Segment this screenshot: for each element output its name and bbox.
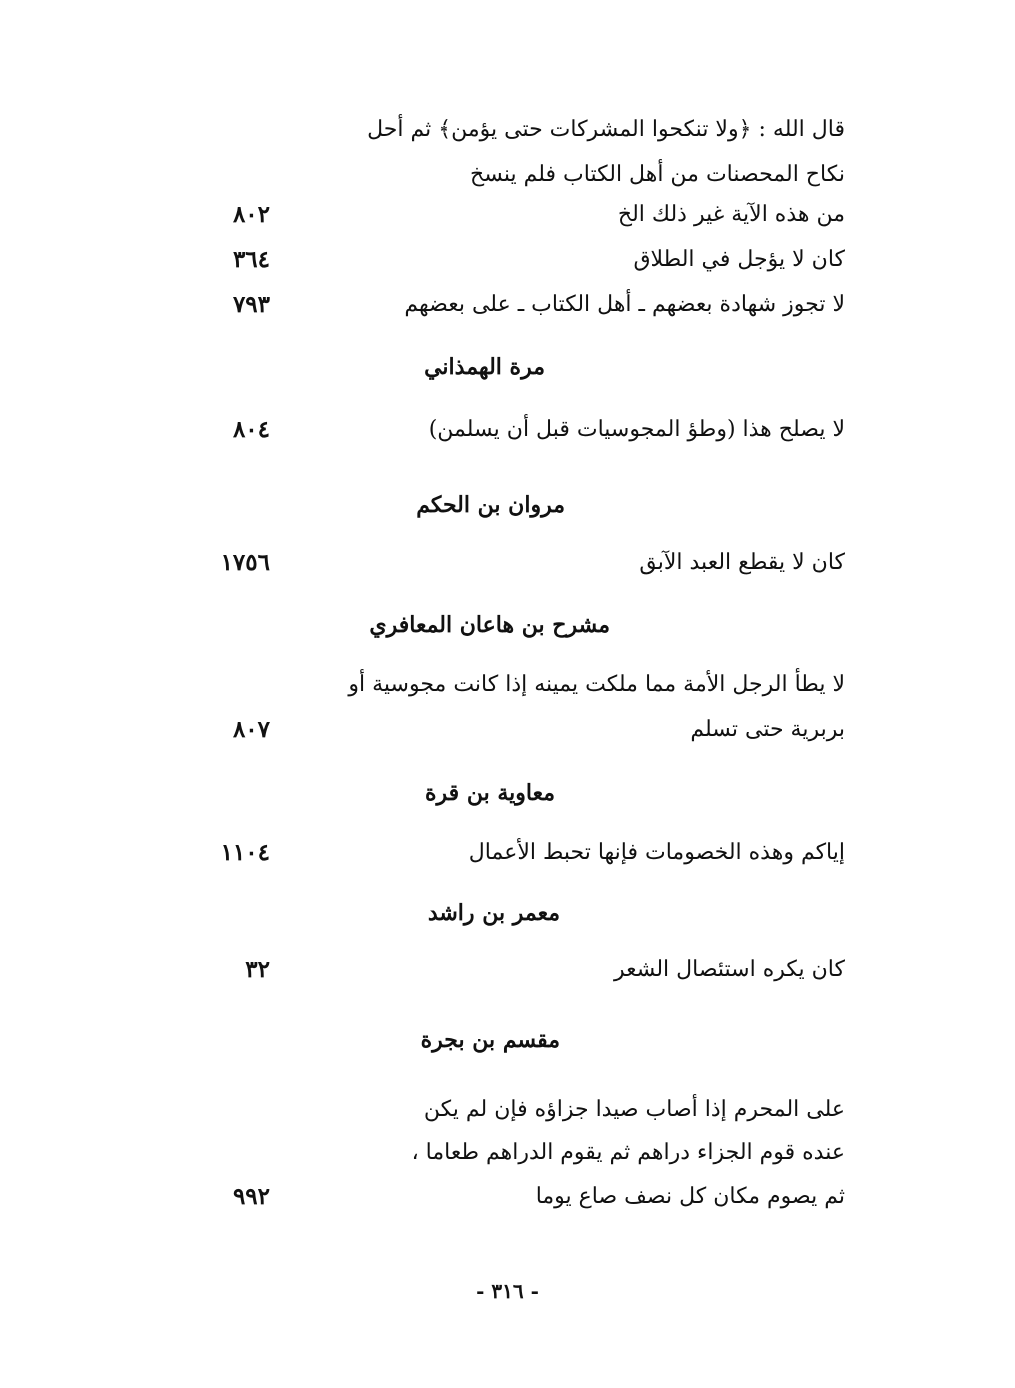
reference-number: ٣٦٤ — [232, 246, 270, 273]
text-line: لا يطأ الرجل الأمة مما ملكت يمينه إذا كانت مجوسية أو — [348, 672, 845, 697]
section-heading: معاوية بن قرة — [424, 780, 555, 806]
text-line: إياكم وهذه الخصومات فإنها تحبط الأعمال — [468, 840, 845, 865]
text-line: بربرية حتى تسلم — [690, 717, 845, 742]
reference-number: ٨٠٧ — [232, 716, 270, 743]
page-number: - ٣١٦ - — [476, 1279, 539, 1303]
reference-number: ٩٩٢ — [232, 1183, 270, 1210]
text-line: ثم يصوم مكان كل نصف صاع يوما — [535, 1184, 845, 1209]
section-heading: مقسم بن بجرة — [420, 1027, 560, 1053]
text-line: قال الله : ﴿ولا تنكحوا المشركات حتى يؤمن﴾ ثم أحل — [367, 117, 845, 142]
reference-number: ١١٠٤ — [220, 839, 270, 866]
text-line: لا تجوز شهادة بعضهم ـ أهل الكتاب ـ على بعضهم — [404, 292, 845, 317]
reference-number: ٨٠٤ — [232, 416, 270, 443]
text-line: لا يصلح هذا (وطؤ المجوسيات قبل أن يسلمن) — [428, 417, 845, 442]
section-heading: مروان بن الحكم — [416, 492, 565, 518]
text-line: كان لا يقطع العبد الآبق — [639, 550, 845, 575]
section-heading: مشرح بن هاعان المعافري — [369, 612, 610, 638]
text-line: نكاح المحصنات من أهل الكتاب فلم ينسخ — [470, 162, 845, 187]
text-line: على المحرم إذا أصاب صيدا جزاؤه فإن لم يكن — [423, 1097, 845, 1122]
reference-number: ٣٢ — [245, 956, 270, 983]
text-line: كان لا يؤجل في الطلاق — [633, 247, 845, 272]
section-heading: مرة الهمذاني — [424, 354, 545, 380]
reference-number: ١٧٥٦ — [220, 549, 270, 576]
section-heading: معمر بن راشد — [427, 900, 560, 926]
text-line: كان يكره استئصال الشعر — [613, 957, 845, 982]
reference-number: ٧٩٣ — [232, 291, 270, 318]
reference-number: ٨٠٢ — [232, 201, 270, 228]
text-line: عنده قوم الجزاء دراهم ثم يقوم الدراهم طعاما ، — [411, 1140, 845, 1165]
text-line: من هذه الآية غير ذلك الخ — [617, 202, 845, 227]
